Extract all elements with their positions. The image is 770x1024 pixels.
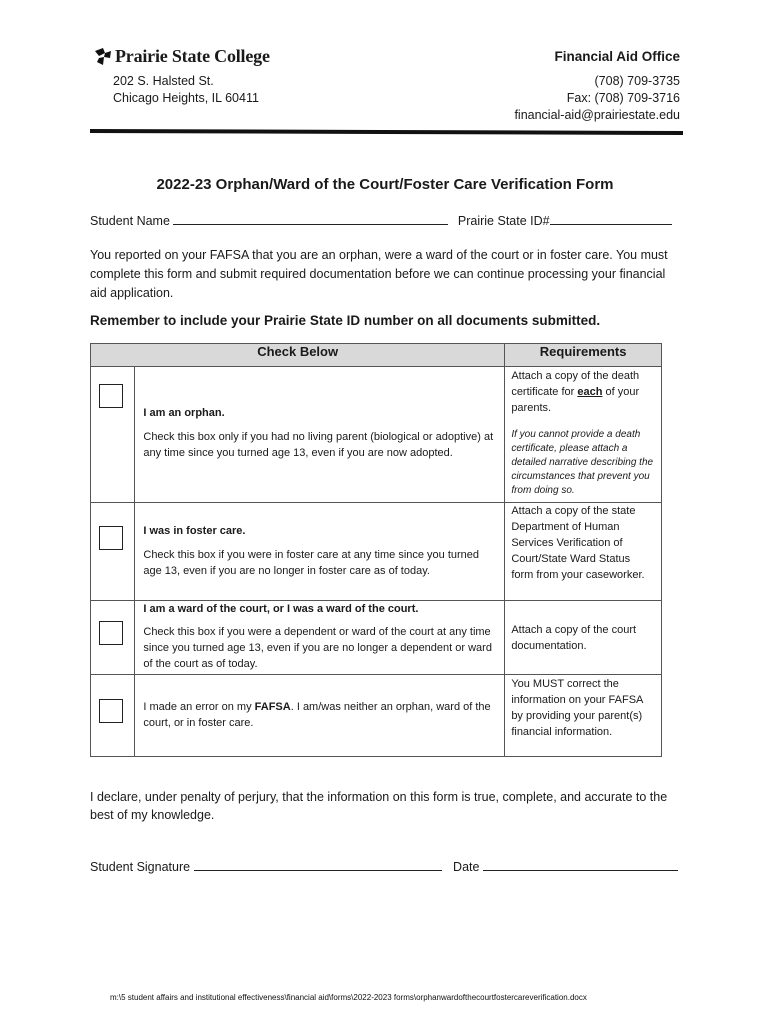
reminder-note: Remember to include your Prairie State ID number on all documents submitted. [90,313,601,328]
foster-care-description [135,503,505,601]
orphan-description [135,367,505,503]
signature-field[interactable] [194,858,442,871]
address-line-2: Chicago Heights, IL 60411 [113,91,259,105]
college-address [113,73,259,107]
fafsa-error-description [135,675,505,757]
declaration-text: I declare, under penalty of perjury, that the information on this form is true, complete, and accurate to the best of my knowledge. [90,790,668,822]
table-header-row [91,344,662,367]
college-logo [93,46,270,67]
orphan-req-pre: Attach a copy of the death certificate for [511,370,640,398]
orphan-requirement [505,367,662,503]
student-id-field[interactable] [550,212,672,225]
checkbox-cell [91,503,135,601]
orphan-req-emphasis: each [577,386,603,398]
table-row-fafsa-error [91,675,662,757]
fafsa-error-req: You MUST correct the information on your FAFSA by providing your parent(s) financial information. [511,678,643,738]
office-phone: (708) 709-3735 [594,74,680,88]
date-field[interactable] [483,858,678,871]
office-fax: Fax: (708) 709-3716 [566,91,680,105]
file-path-footer: m:\5 student affairs and institutional effectiveness\financial aid\forms\2022-2023 forms\orphanwardofthecourtfostercareverification.docx [110,993,587,1002]
college-name: Prairie State College [115,46,270,66]
fafsa-error-text-pre: I made an error on my [143,701,255,713]
college-seal-icon [93,47,113,67]
student-name-field[interactable] [173,212,448,225]
date-label: Date [453,860,480,874]
table-row-foster-care [91,503,662,601]
form-title: 2022-23 Orphan/Ward of the Court/Foster Care Verification Form [156,176,614,193]
header-divider [90,129,683,135]
fafsa-error-checkbox[interactable] [99,699,123,723]
foster-care-req: Attach a copy of the state Department of Human Services Verification of Court/State Ward Status form from your caseworker. [511,505,645,581]
foster-care-checkbox[interactable] [99,526,123,550]
office-title: Financial Aid Office [554,49,680,64]
student-info-line [90,212,672,228]
ward-of-court-requirement [505,601,662,675]
ward-of-court-description [135,601,505,675]
orphan-text: Check this box only if you had no living parent (biological or adoptive) at any time since you turned age 13, even if you are now adopted. [143,431,494,459]
foster-care-heading: I was in foster care. [143,525,246,537]
table-row-orphan [91,367,662,503]
verification-table [90,343,662,757]
fafsa-error-text-emphasis: FAFSA [254,701,291,713]
orphan-req-main [511,368,655,416]
ward-of-court-checkbox[interactable] [99,621,123,645]
signature-label: Student Signature [90,860,191,874]
orphan-checkbox[interactable] [99,384,123,408]
fafsa-error-text [143,699,496,731]
student-name-label: Student Name [90,214,170,228]
orphan-req-note: If you cannot provide a death certificate, please attach a detailed narrative describing the circumstances that prevent you from doing so. [511,429,654,496]
fafsa-error-text-post: . I am/was neither an orphan, ward of the court, or in foster care. [143,701,491,729]
student-id-label: Prairie State ID# [457,214,550,228]
checkbox-cell [91,675,135,757]
signature-line [90,858,678,874]
orphan-req-post: of your parents. [511,386,640,414]
table-row-ward-of-court [91,601,662,675]
fafsa-error-requirement [505,675,662,757]
ward-of-court-heading: I am a ward of the court, or I was a ward of the court. [143,603,419,615]
ward-of-court-text: Check this box if you were a dependent or ward of the court at any time since you turned age 13, even if you are no longer a dependent or ward of the court as of today. [143,626,492,670]
address-line-1: 202 S. Halsted St. [113,74,214,88]
office-email: financial-aid@prairiestate.edu [514,108,680,122]
check-below-header: Check Below [91,344,505,367]
office-contact [514,48,680,124]
ward-of-court-req: Attach a copy of the court documentation. [511,624,637,652]
checkbox-cell [91,367,135,503]
intro-paragraph: You reported on your FAFSA that you are an orphan, were a ward of the court or in foster care. You must complete this form and submit required documentation before we can continue processing your financial aid application. [90,248,668,300]
requirements-header: Requirements [505,344,662,367]
foster-care-text: Check this box if you were in foster care at any time since you turned age 13, even if you are no longer in foster care as of today. [143,549,480,577]
orphan-heading: I am an orphan. [143,407,225,419]
foster-care-requirement [505,503,662,601]
checkbox-cell [91,601,135,675]
